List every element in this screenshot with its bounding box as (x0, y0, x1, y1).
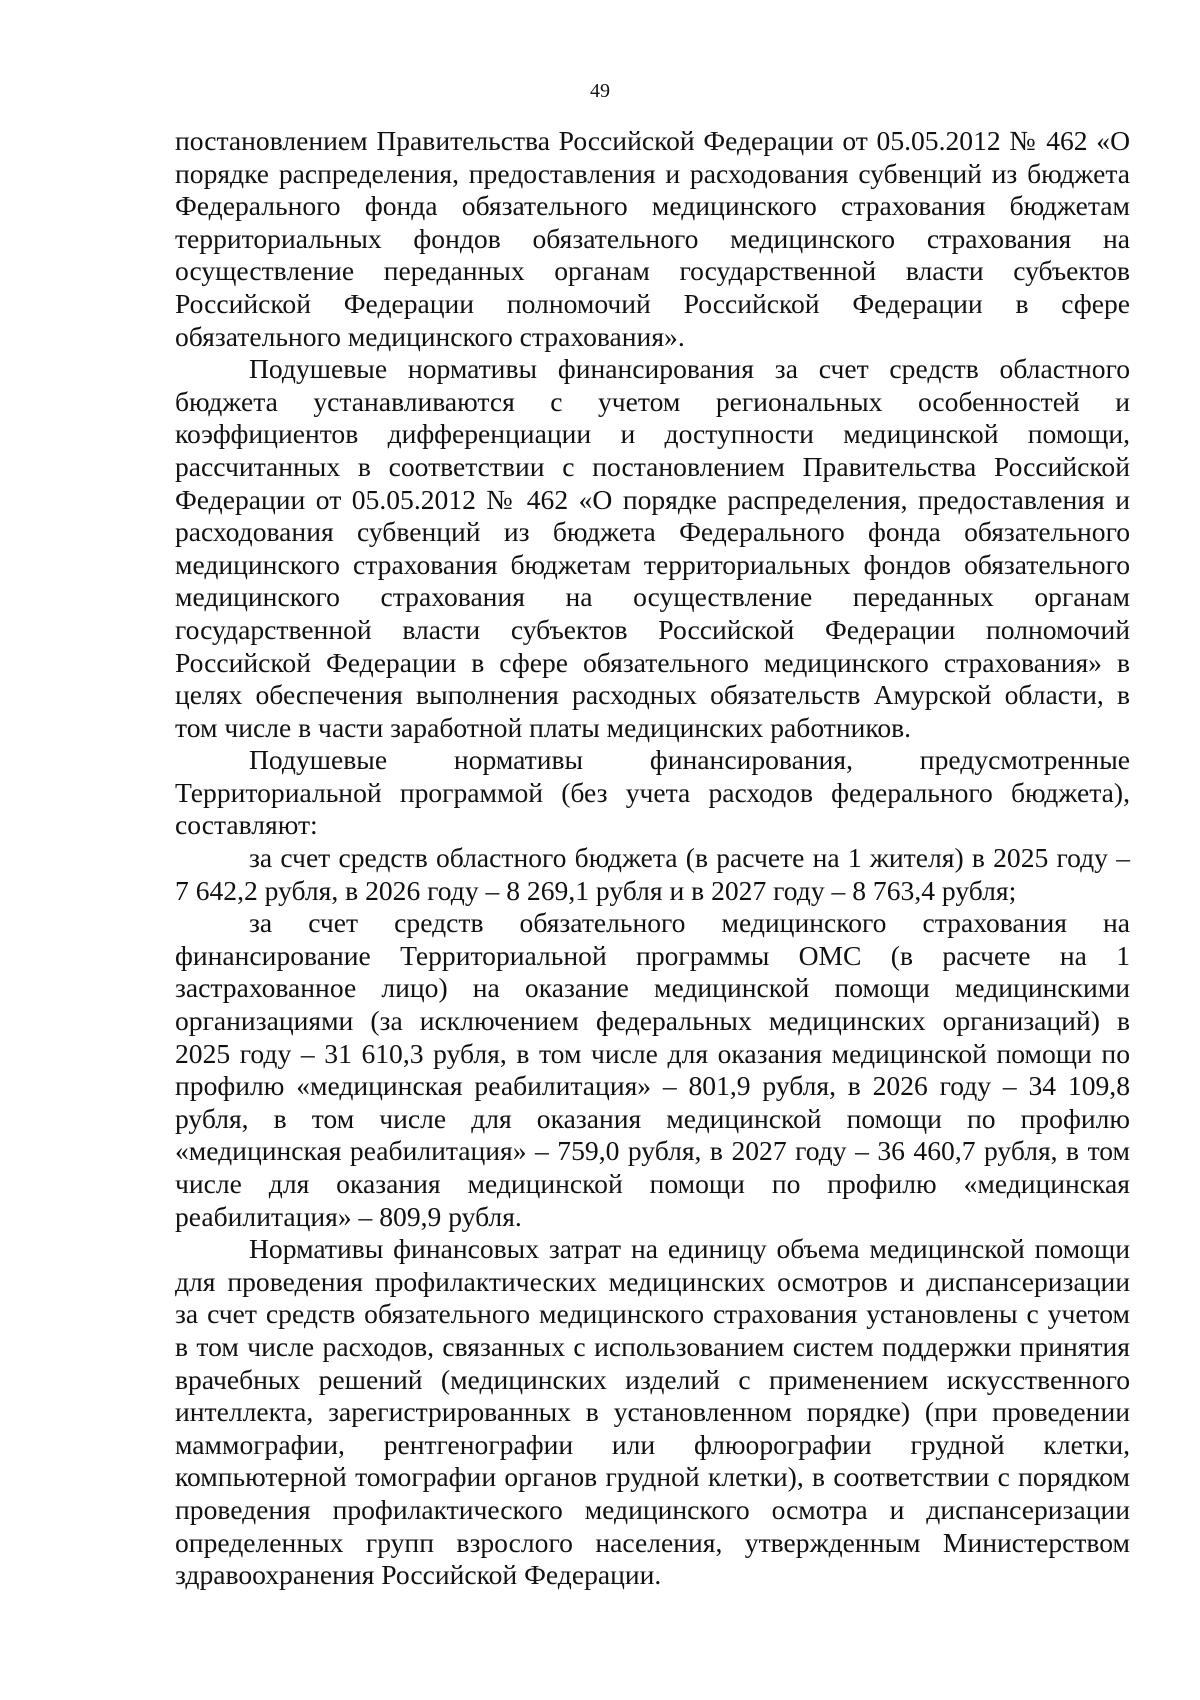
paragraph-4: за счет средств областного бюджета (в расчете на 1 жителя) в 2025 году – 7 642,2 рубля, в 2026 году – 8 269,1 рубля и в 2027 году – 8 763,4 рубля; (175, 842, 1130, 906)
paragraph-2: Подушевые нормативы финансирования за счет средств областного бюджета устанавливаются с учетом региональных особенностей и коэффициентов дифференциации и доступности медицинской помощи, рассчитанных в соответствии с постановлением Правительства Российской Федерации от 05.05.2012 № 462 «О порядке распределения, предоставления и расходования субвенций из бюджета Федерального фонда обязательного медицинского страхования бюджетам территориальных фондов обязательного медицинского страхования на осуществление переданных органам государственной власти субъектов Российской Федерации полномочий Российской Федерации в сфере обязательного медицинского страхования» в целях обеспечения выполнения расходных обязательств Амурской области, в том числе в части заработной платы медицинских работников. (175, 353, 1130, 743)
page-number: 49 (590, 80, 610, 102)
paragraph-1: постановлением Правительства Российской Федерации от 05.05.2012 № 462 «О порядке распределения, предоставления и расходования субвенций из бюджета Федерального фонда обязательного медицинского страхования бюджетам территориальных фондов обязательного медицинского страхования на осуществление переданных органам государственной власти субъектов Российской Федерации полномочий Российской Федерации в сфере обязательного медицинского страхования». (175, 125, 1130, 352)
paragraph-6: Нормативы финансовых затрат на единицу объема медицинской помощи для проведения профилактических медицинских осмотров и диспансеризации за счет средств обязательного медицинского страхования установлены с учетом в том числе расходов, связанных с использованием систем поддержки принятия врачебных решений (медицинских изделий с применением искусственного интеллекта, зарегистрированных в установленном порядке) (при проведении маммографии, рентгенографии или флюорографии грудной клетки, компьютерной томографии органов грудной клетки), в соответствии с порядком проведения профилактического медицинского осмотра и диспансеризации определенных групп взрослого населения, утвержденным Министерством здравоохранения Российской Федерации. (175, 1233, 1130, 1591)
document-body (175, 125, 1130, 1592)
paragraph-5: за счет средств обязательного медицинского страхования на финансирование Территориальной программы ОМС (в расчете на 1 застрахованное лицо) на оказание медицинской помощи медицинскими организациями (за исключением федеральных медицинских организаций) в 2025 году – 31 610,3 рубля, в том числе для оказания медицинской помощи по профилю «медицинская реабилитация» – 801,9 рубля, в 2026 году – 34 109,8 рубля, в том числе для оказания медицинской помощи по профилю «медицинская реабилитация» – 759,0 рубля, в 2027 году – 36 460,7 рубля, в том числе для оказания медицинской помощи по профилю «медицинская реабилитация» – 809,9 рубля. (175, 907, 1130, 1232)
paragraph-3: Подушевые нормативы финансирования, предусмотренные Территориальной программой (без учета расходов федерального бюджета), составляют: (175, 744, 1130, 841)
